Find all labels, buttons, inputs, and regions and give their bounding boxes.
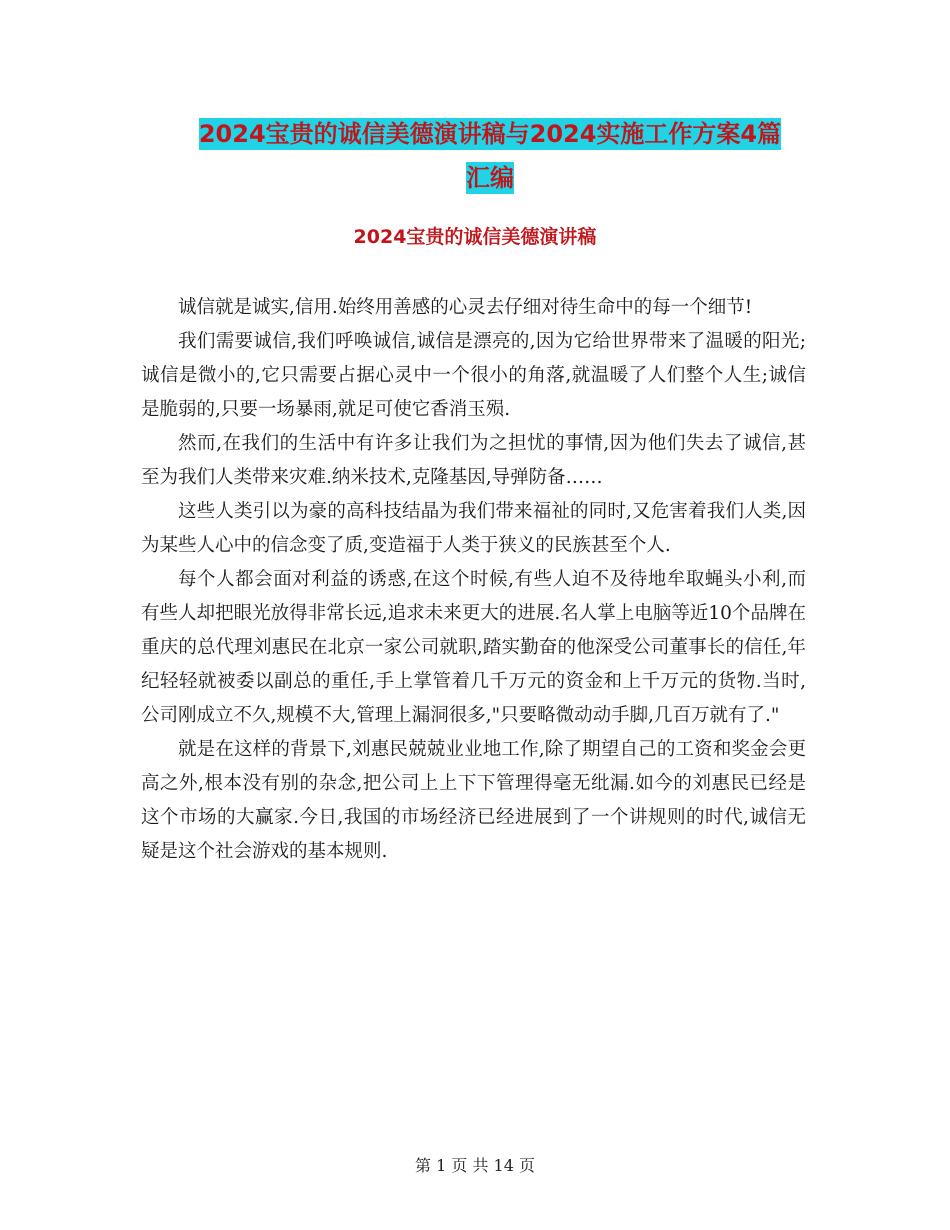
document-title-line-2: 汇编 bbox=[466, 164, 514, 192]
paragraph: 这些人类引以为豪的高科技结晶为我们带来福祉的同时,又危害着我们人类,因为某些人心中的信念变了质,变造福于人类于狭义的民族甚至个人. bbox=[141, 501, 806, 556]
section-title: 2024宝贵的诚信美德演讲稿 bbox=[353, 226, 597, 248]
document-title bbox=[140, 112, 840, 200]
paragraph: 我们需要诚信,我们呼唤诚信,诚信是漂亮的,因为它给世界带来了温暖的阳光;诚信是微小的,它只需要占据心灵中一个很小的角落,就温暖了人们整个人生;诚信是脆弱的,只要一场暴雨,就足可使它香消玉殒. bbox=[141, 331, 806, 420]
paragraph: 每个人都会面对利益的诱惑,在这个时候,有些人迫不及待地牟取蝇头小利,而有些人却把眼光放得非常长远,追求未来更大的进展.名人掌上电脑等近10个品牌在重庆的总代理刘惠民在北京一家公司就职,踏实勤奋的他深受公司董事长的信任,年纪轻轻就被委以副总的重任,手上掌管着几千万元的资金和上千万元的货物.当时,公司刚成立不久,规模不大,管理上漏洞很多,"只要略微动动手脚,几百万就有了." bbox=[141, 569, 806, 726]
body-text bbox=[141, 291, 806, 869]
paragraph: 就是在这样的背景下,刘惠民兢兢业业地工作,除了期望自己的工资和奖金会更高之外,根本没有别的杂念,把公司上上下下管理得毫无纰漏.如今的刘惠民已经是这个市场的大赢家.今日,我国的市场经济已经进展到了一个讲规则的时代,诚信无疑是这个社会游戏的基本规则. bbox=[141, 739, 806, 862]
page-footer: 第 1 页 共 14 页 bbox=[415, 1156, 535, 1175]
paragraph: 然而,在我们的生活中有许多让我们为之担忧的事情,因为他们失去了诚信,甚至为我们人类带来灾难.纳米技术,克隆基因,导弹防备…… bbox=[141, 433, 806, 488]
paragraph: 诚信就是诚实,信用.始终用善感的心灵去仔细对待生命中的每一个细节! bbox=[178, 297, 753, 318]
document-title-line-1: 2024宝贵的诚信美德演讲稿与2024实施工作方案4篇 bbox=[198, 120, 782, 148]
